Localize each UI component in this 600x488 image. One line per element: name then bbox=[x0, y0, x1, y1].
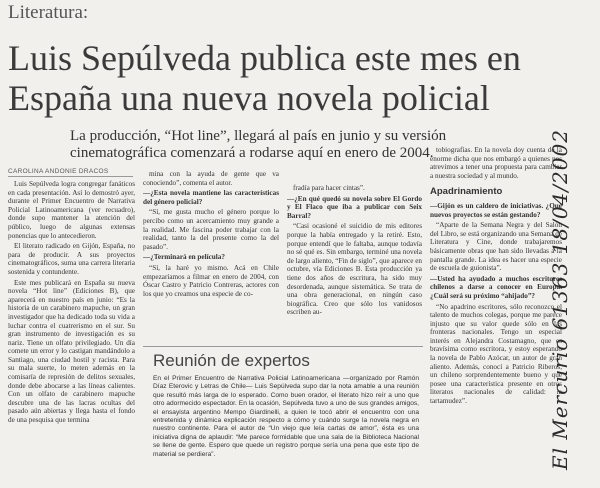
paragraph: “Sí, me gusta mucho el género porque lo percibo como un acercamiento muy grande a la realidad. Me fascina poder trabajar con la realidad, tanto la del presente como la del pasado”. bbox=[143, 208, 279, 251]
sidebar-box-title: Reunión de expertos bbox=[153, 351, 310, 370]
interview-question: —¿Esta novela mantiene las características del género policial? bbox=[143, 189, 279, 206]
paragraph: tobiografías. En la novela doy cuenta de la enorme dicha que nos embargó a quienes nos atrevimos a tener una propuesta para cambiar a nuestra sociedad y al mundo. bbox=[430, 146, 562, 180]
paragraph: “Casi ocasioné el suicidio de mis editores porque la había entregado y la retiré. Esto, porque entendí que le faltaba, aunque todavía no sé qué es. Sin embargo, terminé una novela de largo aliento, “Fin de siglo”, que aparece en octubre, vía Ediciones B. Esta producción ya tiene dos años de escritura, ha sido muy desordenada, aunque sistemática. Se trata de una obra generacional, en ningún caso biográfica. Creo que sólo los vanidosos escriben au- bbox=[287, 222, 422, 317]
deck-subtitle: La producción, “Hot line”, llegará al país en junio y su versión cinematográfica comenzará a rodarse aquí en enero de 2004. bbox=[70, 128, 447, 161]
paragraph: “Sí, la haré yo mismo. Acá en Chile empezaríamos a filmar en enero de 2004, con Óscar Castro y Patricio Contreras, actores con los que yo creamos una especie de co- bbox=[143, 263, 279, 298]
paragraph: “No apadrino escritores, sólo reconozco el talento de muchos colegas, porque me parece injusto que su valor quede sólo en las fronteras nacionales. Tengo un especial interés en Alejandra Costamagno, que es bravísima como escritora, y estoy esperando la novela de Pablo Azócar, un autor de gran aliento. Además, conocí a Patricio Riberos, un chileno sorprendentemente bueno y que posee una característica presente en otros literatos nacionales de calidad: la tartamudez”. bbox=[430, 302, 562, 406]
paragraph: “Aparte de la Semana Negra y del Salón del Libro, se está organizando una Semana de Literatura y Cine, donde trabajaremos básicamente obras que han sido llevadas a la pantalla grande. La idea es hacer una especie de escuela de guionista”. bbox=[430, 221, 562, 273]
article-column-4 bbox=[430, 146, 562, 486]
paragraph: mina con la ayuda de gente que va conociendo”, comenta el autor. bbox=[143, 170, 279, 187]
section-kicker: Literatura: bbox=[8, 2, 89, 23]
sidebar-box bbox=[143, 346, 423, 487]
article-column-1 bbox=[8, 180, 135, 485]
paragraph: Este mes publicará en España su nueva novela “Hot line” (Ediciones B), que aparecerá en nuestro país en junio: “Es la historia de un carabinero mapuche, un gran investigador que ha dedicado toda su vida a luchar contra el cuatrerismo en el sur. Su gran instrumento de investigación es su nariz. Tiene un olfato privilegiado. Un día comete un error y lo castigan mandándolo a Santiago, una ciudad hostil y racista. Para su mala suerte, lo meten además en la comisaría de represión de delitos sexuales, donde debe abocarse a las líneas calientes. Con un olfato de carabinero mapuche descubre una de las lacras ocultas del pasado aún abiertas y llega hasta el fondo de una pesquisa que termina bbox=[8, 278, 135, 425]
paragraph: fradía para hacer cintas”. bbox=[293, 184, 365, 192]
interview-question: —¿En qué quedó su novela sobre El Gordo y El Flaco que iba a publicar con Seix Barral? bbox=[287, 194, 422, 220]
byline: CAROLINA ANDONIE DRACOS bbox=[8, 168, 133, 177]
interview-question: —Gijón es un caldero de iniciativas. ¿Qué nuevos proyectos se están gestando? bbox=[430, 201, 562, 219]
sidebar-box-body: En el Primer Encuentro de Narrativa Policial Latinoamericana —organizado por Ramón Díaz Eterovic y Letras de Chile— Luis Sepúlveda supo dar la nota amable a una reunión que resultó más larga de lo esperado. Como buen orador, el literato hizo reír a uno que otro adormecido espectador. En la ocasión, Sepúlveda tuvo a uno de sus grandes amigos, el ensayista argentino Mempo Giardinelli, a quien le tocó abrir el encuentro con una entretenida y dinámica explicación respecto a cómo y cuándo surge la novela negra en nuestro continente. Para el autor de “Un viejo que leía cartas de amor”, ésta es una iniciativa digna de aplaudir: “Me parece formidable que una sala de la Biblioteca Nacional se llene de gente. Espero que quede un registro porque sería una pena que este tipo de material se perdiera”. bbox=[153, 375, 419, 458]
article-column-2 bbox=[143, 170, 279, 345]
interview-question: —¿Terminará en película? bbox=[143, 253, 225, 262]
paragraph: Luis Sepúlveda logra congregar fanáticos en cada presentación. Así lo demostró ayer, durante el Primer Encuentro de Narrativa Policial Latinoamericana (ver recuadro), donde supo mantener la atención del público, luego de algunas extensas ponencias que lo antecedieron. bbox=[8, 180, 135, 240]
paragraph: El literato radicado en Gijón, España, no para de producir. A sus proyectos cinematográficos, suma una carrera literaria sostenida y contundente. bbox=[8, 242, 135, 276]
handwritten-archive-stamp: El Mercurio 61363 18/04/2002 bbox=[548, 129, 572, 470]
subheading: Apadrinamiento bbox=[430, 186, 503, 198]
article-column-3 bbox=[287, 184, 422, 344]
headline: Luis Sepúlveda publica este mes en España una nueva novela policial bbox=[8, 38, 521, 118]
interview-question: —Usted ha ayudado a muchos escritores chilenos a darse a conocer en Europa. ¿Cuál será su próximo “ahijado”? bbox=[430, 274, 562, 300]
